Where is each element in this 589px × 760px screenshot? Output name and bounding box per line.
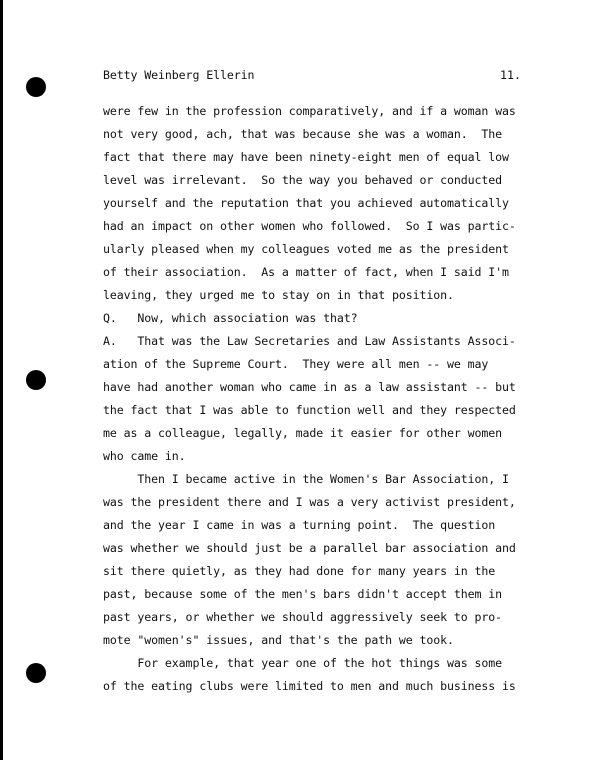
text-line: had an impact on other women who followed. So I was partic- xyxy=(103,219,516,233)
text-line: of the eating clubs were limited to men and much business is xyxy=(103,679,516,693)
text-line: past, because some of the men's bars didn't accept them in xyxy=(103,587,503,601)
text-line: were few in the profession comparatively, and if a woman was xyxy=(103,104,516,118)
text-line: have had another woman who came in as a law assistant -- but xyxy=(103,380,516,394)
text-line: past years, or whether we should aggressively seek to pro- xyxy=(103,610,503,624)
text-line: fact that there may have been ninety-eight men of equal low xyxy=(103,150,509,164)
punch-hole xyxy=(26,370,46,390)
text-line: A. That was the Law Secretaries and Law Assistants Associ- xyxy=(103,334,516,348)
text-line: me as a colleague, legally, made it easier for other women xyxy=(103,426,503,440)
text-line: sit there quietly, as they had done for many years in the xyxy=(103,564,496,578)
text-line: not very good, ach, that was because she was a woman. The xyxy=(103,127,503,141)
text-line: was whether we should just be a parallel bar association and xyxy=(103,541,516,555)
text-line: who came in. xyxy=(103,449,186,463)
header-name: Betty Weinberg Ellerin xyxy=(103,68,255,82)
page-number: 11. xyxy=(500,68,521,82)
text-line: For example, that year one of the hot things was some xyxy=(103,656,503,670)
scan-edge xyxy=(0,0,3,760)
punch-hole xyxy=(26,663,46,683)
text-line: was the president there and I was a very activist president, xyxy=(103,495,516,509)
text-line: and the year I came in was a turning point. The question xyxy=(103,518,496,532)
text-line: the fact that I was able to function well and they respected xyxy=(103,403,516,417)
text-line: ularly pleased when my colleagues voted me as the president xyxy=(103,242,509,256)
text-line: yourself and the reputation that you achieved automatically xyxy=(103,196,509,210)
text-line: of their association. As a matter of fact, when I said I'm xyxy=(103,265,509,279)
text-line: Q. Now, which association was that? xyxy=(103,311,358,325)
text-line: level was irrelevant. So the way you behaved or conducted xyxy=(103,173,503,187)
text-line: mote "women's" issues, and that's the path we took. xyxy=(103,633,454,647)
text-line: Then I became active in the Women's Bar Association, I xyxy=(103,472,509,486)
punch-hole xyxy=(26,77,46,97)
text-line: leaving, they urged me to stay on in that position. xyxy=(103,288,454,302)
text-line: ation of the Supreme Court. They were all men -- we may xyxy=(103,357,489,371)
